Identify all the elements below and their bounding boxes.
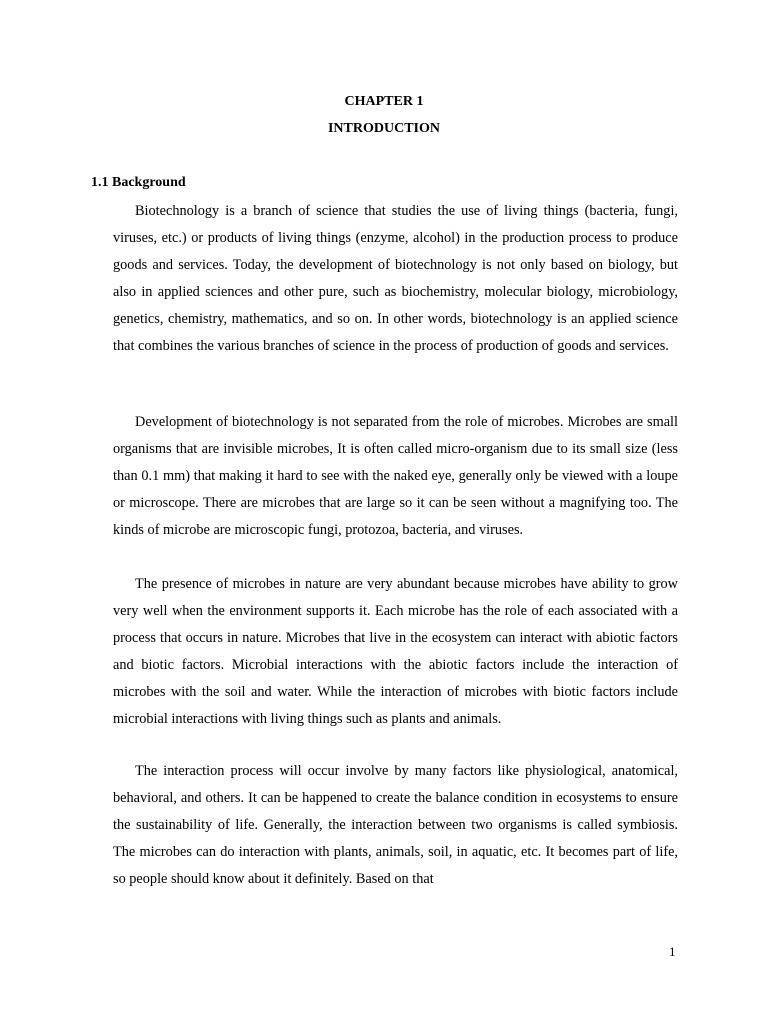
chapter-subtitle: INTRODUCTION — [327, 121, 440, 136]
body-paragraph: Development of biotechnology is not separated from the role of microbes. Microbes are small organisms that are invisible microbes, It is often called micro-organism due to its small size (less than 0.1 mm) that making it hard to see with the naked eye, generally only be viewed with a loupe or microscope. There are microbes that are large so it can be seen without a magnifying too. The kinds of microbe are microscopic fungi, protozoa, bacteria, and viruses. — [113, 414, 678, 538]
chapter-title: CHAPTER 1 — [344, 94, 424, 109]
body-paragraph-3-block — [113, 571, 678, 733]
section-heading: 1.1 Background — [91, 175, 186, 190]
body-paragraph: The interaction process will occur involve by many factors like physiological, anatomical, behavioral, and others. It can be happened to create the balance condition in ecosystems to ensure the sustainability of life. Generally, the interaction between two organisms is called symbiosis. The microbes can do interaction with plants, animals, soil, in aquatic, etc. It becomes part of life, so people should know about it definitely. Based on that — [113, 763, 678, 887]
body-paragraph-1-block — [113, 198, 678, 360]
page-number: 1 — [669, 944, 676, 959]
body-paragraph-4-block — [113, 758, 678, 893]
body-paragraph: The presence of microbes in nature are very abundant because microbes have ability to grow very well when the environment supports it. Each microbe has the role of each associated with a process that occurs in nature. Microbes that live in the ecosystem can interact with abiotic factors and biotic factors. Microbial interactions with the abiotic factors include the interaction of microbes with the soil and water. While the interaction of microbes with biotic factors include microbial interactions with living things such as plants and animals. — [113, 576, 678, 727]
body-paragraph-2-block — [113, 409, 678, 544]
body-paragraph: Biotechnology is a branch of science that studies the use of living things (bacteria, fungi, viruses, etc.) or products of living things (enzyme, alcohol) in the production process to produce goods and services. Today, the development of biotechnology is not only based on biology, but also in applied sciences and other pure, such as biochemistry, molecular biology, microbiology, genetics, chemistry, mathematics, and so on. In other words, biotechnology is an applied science that combines the various branches of science in the process of production of goods and services. — [113, 203, 678, 354]
